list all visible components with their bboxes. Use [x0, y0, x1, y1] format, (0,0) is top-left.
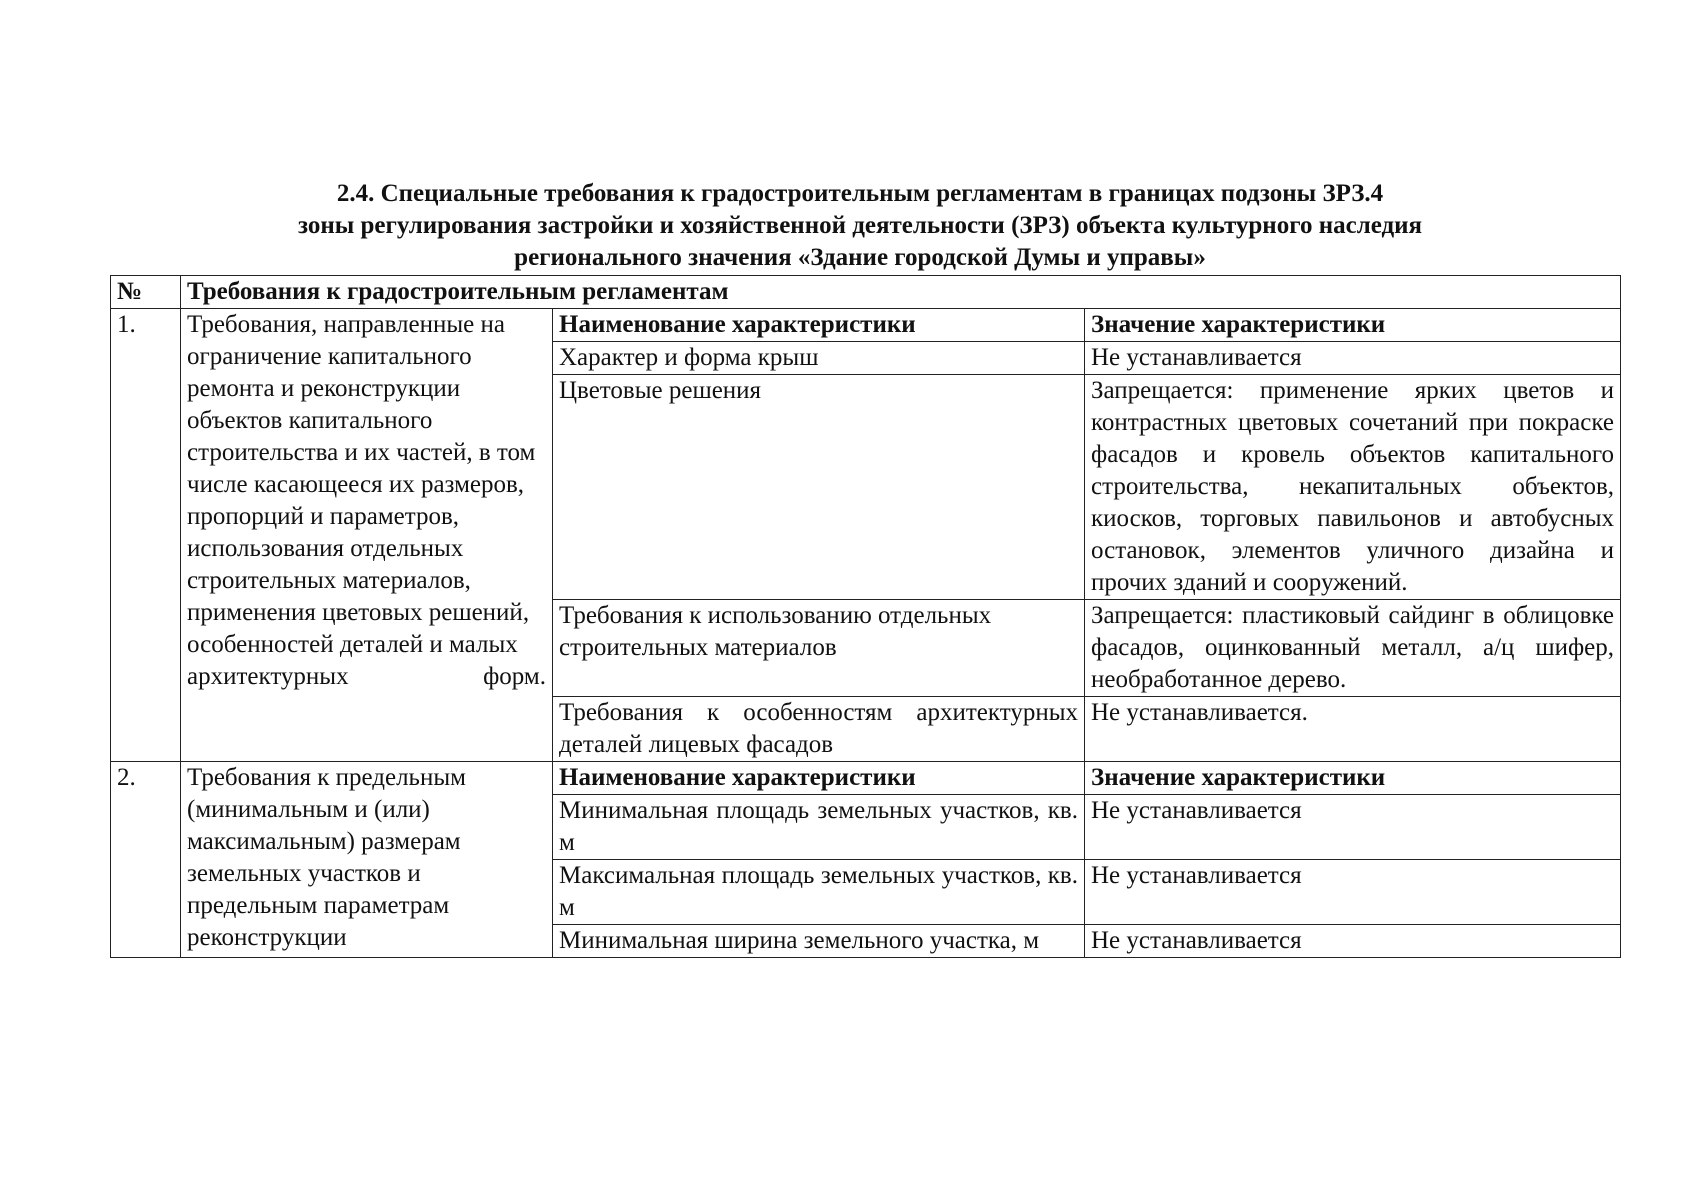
subheader-name: Наименование характеристики: [553, 309, 1085, 342]
characteristic-value: Запрещается: пластиковый сайдинг в облицовке фасадов, оцинкованный металл, а/ц шифер, необработанное дерево.: [1085, 600, 1621, 697]
characteristic-name: Минимальная площадь земельных участков, кв. м: [553, 795, 1085, 860]
characteristic-name: Максимальная площадь земельных участков, кв. м: [553, 860, 1085, 925]
characteristic-value: Не устанавливается: [1085, 795, 1621, 860]
title-line-2: зоны регулирования застройки и хозяйственной деятельности (ЗРЗ) объекта культурного наследия: [297, 212, 1423, 239]
title-line-1: 2.4. Специальные требования к градостроительным регламентам в границах подзоны ЗРЗ.4: [336, 180, 1384, 207]
row-number: 1.: [111, 309, 181, 762]
subheader-name: Наименование характеристики: [553, 762, 1085, 795]
table-row: [111, 309, 1621, 342]
characteristic-name: Требования к использованию отдельных строительных материалов: [553, 600, 1085, 697]
requirement-text: Требования к предельным (минимальным и (или) максимальным) размерам земельных участков и предельным параметрам реконструкции: [181, 762, 553, 958]
subheader-value: Значение характеристики: [1085, 762, 1621, 795]
requirement-text: Требования, направленные на ограничение капитального ремонта и реконструкции объектов капитального строительства и их частей, в том числе касающееся их размеров, пропорций и параметров, использования отдельных строительных материалов, применения цветовых решений, особенностей деталей и малых архитектурных форм.: [181, 309, 553, 762]
subheader-value: Значение характеристики: [1085, 309, 1621, 342]
characteristic-value: Запрещается: применение ярких цветов и контрастных цветовых сочетаний при покраске фасадов и кровель объектов капитального строительства, некапитальных объектов, киосков, торговых павильонов и автобусных остановок, элементов уличного дизайна и прочих зданий и сооружений.: [1085, 375, 1621, 600]
characteristic-value: Не устанавливается: [1085, 925, 1621, 958]
characteristic-value: Не устанавливается: [1085, 342, 1621, 375]
column-header-number: №: [111, 276, 181, 309]
table-row: [111, 762, 1621, 795]
characteristic-name: Минимальная ширина земельного участка, м: [553, 925, 1085, 958]
characteristic-value: Не устанавливается.: [1085, 697, 1621, 762]
characteristic-name: Характер и форма крыш: [553, 342, 1085, 375]
characteristic-value: Не устанавливается: [1085, 860, 1621, 925]
document-title: [100, 178, 1620, 274]
regulations-table: [110, 275, 1621, 958]
column-header-requirements: Требования к градостроительным регламентам: [181, 276, 1621, 309]
characteristic-name: Цветовые решения: [553, 375, 1085, 600]
table-header-row: [111, 276, 1621, 309]
row-number: 2.: [111, 762, 181, 958]
characteristic-name: Требования к особенностям архитектурных деталей лицевых фасадов: [553, 697, 1085, 762]
title-line-3: регионального значения «Здание городской Думы и управы»: [514, 244, 1206, 271]
